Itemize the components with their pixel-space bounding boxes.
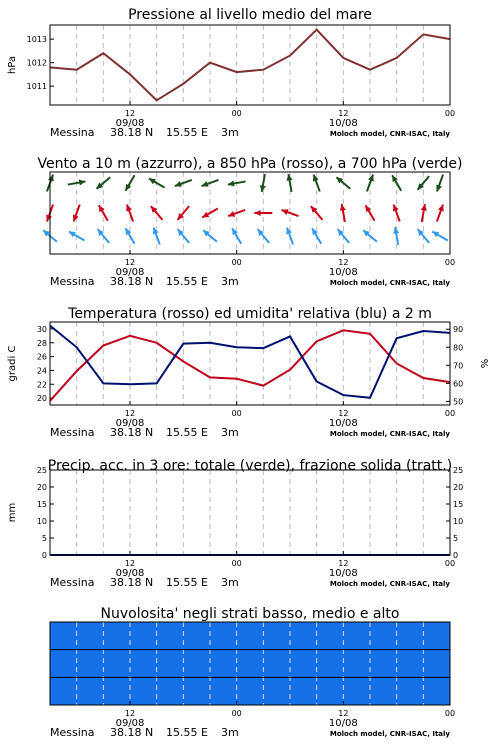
y-tick-label: 20 bbox=[36, 394, 47, 404]
model-credit: Moloch model, CNR-ISAC, Italy bbox=[329, 730, 450, 738]
y-right-tick-label: 50 bbox=[453, 397, 464, 407]
y-tick-label: 1011 bbox=[26, 82, 47, 92]
model-credit: Moloch model, CNR-ISAC, Italy bbox=[329, 279, 450, 287]
x-tick-label: 00 bbox=[231, 709, 242, 718]
wind-arrow-850-head bbox=[282, 209, 289, 215]
y-right-tick-label: 15 bbox=[453, 500, 464, 509]
y-right-tick-label: 10 bbox=[453, 517, 464, 526]
wind-arrow-700-head bbox=[368, 175, 374, 182]
model-credit: Moloch model, CNR-ISAC, Italy bbox=[329, 130, 450, 138]
plot-frame bbox=[50, 25, 450, 105]
wind-arrow-850-head bbox=[46, 214, 52, 221]
y-right-tick-label: 0 bbox=[453, 551, 459, 560]
station-lon: 15.55 E bbox=[166, 426, 208, 439]
y-tick-label: 15 bbox=[36, 500, 47, 509]
y-axis-label: hPa bbox=[7, 55, 18, 75]
wind-arrow-700-head bbox=[313, 175, 319, 182]
wind-arrow-700-head bbox=[436, 184, 442, 191]
date-label: 09/08 bbox=[115, 418, 145, 429]
station-lat: 38.18 N bbox=[110, 275, 154, 288]
wind-arrow-850-head bbox=[73, 214, 79, 221]
station-name: Messina bbox=[50, 426, 95, 439]
date-label: 10/08 bbox=[328, 118, 358, 129]
wind-arrow-10m-head bbox=[286, 228, 292, 235]
x-tick-label: 00 bbox=[231, 258, 242, 267]
y-tick-label: 26 bbox=[36, 352, 47, 362]
date-label: 10/08 bbox=[328, 267, 358, 278]
plot-frame bbox=[50, 470, 450, 555]
chart-title: Vento a 10 m (azzurro), a 850 hPa (rosso), a 700 hPa (verde) bbox=[37, 156, 463, 172]
chart-title: Temperatura (rosso) ed umidita' relativa (blu) a 2 m bbox=[68, 306, 432, 322]
x-tick-label: 00 bbox=[444, 409, 456, 418]
cloud-band-medio bbox=[50, 650, 450, 678]
wind-arrow-700-head bbox=[48, 175, 54, 182]
wind-arrow-850-head bbox=[393, 205, 399, 212]
station-name: Messina bbox=[50, 726, 95, 739]
x-tick-label: 00 bbox=[444, 559, 456, 568]
x-tick-label: 12 bbox=[124, 258, 136, 267]
y-axis-label: mm bbox=[7, 502, 18, 523]
x-tick-label: 12 bbox=[338, 109, 349, 118]
model-credit: Moloch model, CNR-ISAC, Italy bbox=[329, 430, 450, 438]
y-tick-label: 20 bbox=[36, 483, 47, 492]
y-right-tick-label: 90 bbox=[453, 325, 464, 335]
y-tick-label: 30 bbox=[36, 324, 47, 334]
y-tick-label: 1013 bbox=[26, 35, 47, 45]
station-lon: 15.55 E bbox=[166, 576, 208, 589]
y-axis-label: gradi C bbox=[7, 345, 18, 382]
model-credit: Moloch model, CNR-ISAC, Italy bbox=[329, 580, 450, 588]
chart-title: Precip. acc. in 3 ore: totale (verde), frazione solida (tratt.) bbox=[47, 458, 453, 474]
wind-arrow-850-head bbox=[228, 211, 235, 217]
plot-frame bbox=[50, 322, 450, 405]
x-tick-label: 12 bbox=[338, 258, 349, 267]
date-label: 09/08 bbox=[115, 118, 145, 129]
date-label: 09/08 bbox=[115, 718, 145, 729]
y-right-tick-label: 5 bbox=[453, 534, 459, 543]
y-axis-label-right: % bbox=[480, 358, 491, 369]
chart-title: Nuvolosita' negli strati basso, medio e alto bbox=[100, 606, 400, 622]
wind-arrow-10m-head bbox=[153, 228, 159, 235]
station-elev: 3m bbox=[221, 126, 239, 139]
date-label: 10/08 bbox=[328, 418, 358, 429]
station-name: Messina bbox=[50, 126, 95, 139]
wind-arrow-700-head bbox=[202, 181, 209, 187]
x-tick-label: 12 bbox=[338, 559, 349, 568]
pressure-line bbox=[50, 30, 450, 101]
wind-arrow-850-head bbox=[254, 210, 260, 216]
station-name: Messina bbox=[50, 275, 95, 288]
y-tick-label: 1012 bbox=[26, 58, 47, 68]
station-name: Messina bbox=[50, 576, 95, 589]
temperature-line bbox=[50, 330, 450, 401]
station-lat: 38.18 N bbox=[110, 576, 154, 589]
x-tick-label: 00 bbox=[444, 709, 456, 718]
x-tick-label: 00 bbox=[444, 258, 456, 267]
date-label: 09/08 bbox=[115, 568, 145, 579]
station-lon: 15.55 E bbox=[166, 275, 208, 288]
plot-frame bbox=[50, 172, 450, 254]
x-tick-label: 12 bbox=[124, 559, 136, 568]
x-tick-label: 12 bbox=[124, 709, 136, 718]
y-tick-label: 5 bbox=[41, 534, 47, 543]
station-elev: 3m bbox=[221, 726, 239, 739]
station-lon: 15.55 E bbox=[166, 126, 208, 139]
date-label: 10/08 bbox=[328, 568, 358, 579]
date-label: 10/08 bbox=[328, 718, 358, 729]
station-lat: 38.18 N bbox=[110, 726, 154, 739]
y-right-tick-label: 20 bbox=[453, 483, 464, 492]
station-elev: 3m bbox=[221, 426, 239, 439]
date-label: 09/08 bbox=[115, 267, 145, 278]
wind-arrow-850-head bbox=[126, 205, 132, 212]
y-right-tick-label: 80 bbox=[453, 343, 464, 353]
y-right-tick-label: 25 bbox=[453, 466, 464, 475]
y-tick-label: 10 bbox=[36, 517, 47, 526]
y-tick-label: 22 bbox=[36, 380, 47, 390]
x-tick-label: 12 bbox=[124, 409, 136, 418]
x-tick-label: 00 bbox=[231, 109, 242, 118]
y-right-tick-label: 70 bbox=[453, 361, 464, 371]
station-lon: 15.55 E bbox=[166, 726, 208, 739]
cloud-band-basso bbox=[50, 677, 450, 705]
x-tick-label: 00 bbox=[231, 409, 242, 418]
wind-arrow-850-head bbox=[438, 205, 444, 212]
x-tick-label: 00 bbox=[231, 559, 242, 568]
y-right-tick-label: 60 bbox=[453, 379, 464, 389]
wind-arrow-700-head bbox=[175, 181, 182, 187]
y-tick-label: 28 bbox=[36, 338, 47, 348]
cloud-band-alto bbox=[50, 622, 450, 650]
station-elev: 3m bbox=[221, 576, 239, 589]
x-tick-label: 12 bbox=[338, 409, 349, 418]
station-lat: 38.18 N bbox=[110, 126, 154, 139]
x-tick-label: 12 bbox=[124, 109, 136, 118]
x-tick-label: 12 bbox=[338, 709, 349, 718]
y-tick-label: 24 bbox=[36, 366, 47, 376]
y-tick-label: 25 bbox=[36, 466, 47, 475]
station-elev: 3m bbox=[221, 275, 239, 288]
x-tick-label: 00 bbox=[444, 109, 456, 118]
humidity-line bbox=[50, 326, 450, 398]
station-lat: 38.18 N bbox=[110, 426, 154, 439]
y-tick-label: 0 bbox=[41, 551, 47, 560]
chart-title: Pressione al livello medio del mare bbox=[128, 7, 372, 23]
